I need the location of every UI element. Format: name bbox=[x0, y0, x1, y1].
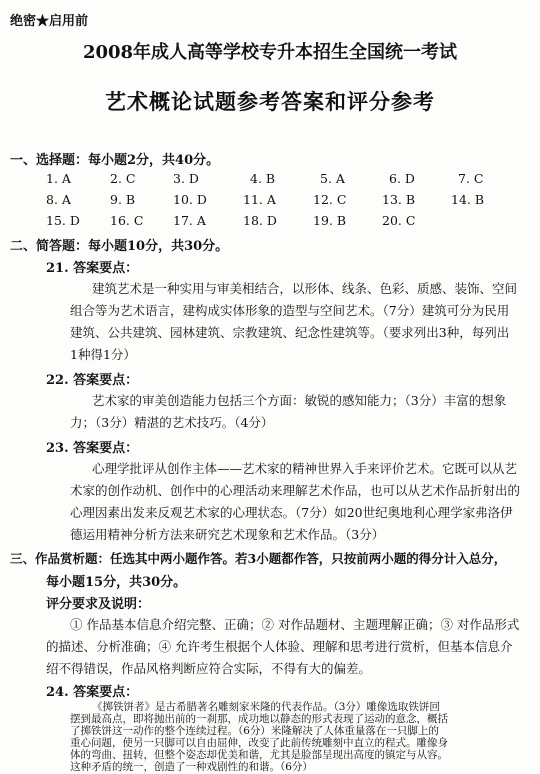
mc-answer: 7. C bbox=[458, 171, 484, 186]
section2-heading: 二、简答题：每小题10分，共30分。 bbox=[10, 239, 229, 254]
answer-line: 术家的创作动机、创作中的心理活动来理解艺术作品，也可以从艺术作品折射出的 bbox=[70, 483, 521, 498]
mc-answer: 15. D bbox=[46, 213, 80, 228]
section1-heading: 一、选择题：每小题2分，共40分。 bbox=[10, 153, 220, 168]
answer-line: 德运用精神分析方法来研究艺术现象和艺术作品。（3分） bbox=[70, 527, 385, 542]
mc-answer: 19. B bbox=[313, 213, 347, 228]
question-23-label: 23. 答案要点： bbox=[46, 441, 139, 456]
exam-title: 2008年成人高等学校专升本招生全国统一考试 bbox=[82, 42, 458, 63]
question-24-label: 24. 答案要点： bbox=[46, 685, 139, 700]
mc-answer: 11. A bbox=[243, 192, 276, 207]
answer-line: 这种矛盾的统一，创造了一种戏剧性的和谐。（6分） bbox=[70, 761, 313, 773]
answer-line: 体的弯曲、扭转，但整个姿态却优美和谐，尤其是脸部呈现出高度的镇定与从容。 bbox=[70, 749, 448, 761]
mc-answer: 9. B bbox=[110, 192, 136, 207]
mc-answer: 8. A bbox=[46, 192, 71, 207]
mc-answer: 14. B bbox=[451, 192, 485, 207]
mc-answer: 16. C bbox=[110, 213, 144, 228]
mc-answer: 6. D bbox=[389, 171, 415, 186]
mc-answer: 20. C bbox=[382, 213, 416, 228]
answer-line: 艺术家的审美创造能力包括三个方面：敏锐的感知能力；（3分）丰富的想象 bbox=[92, 393, 507, 408]
section3-heading-cont: 每小题15分，共30分。 bbox=[46, 575, 187, 590]
answer-line: 建筑、公共建筑、园林建筑、宗教建筑、纪念性建筑等。（要求列出3种，每列出 bbox=[70, 325, 510, 340]
mc-answer: 3. D bbox=[173, 171, 199, 186]
question-21-label: 21. 答案要点： bbox=[46, 261, 139, 276]
answer-line: 力；（3分）精湛的艺术技巧。（4分） bbox=[70, 415, 274, 430]
answer-line: 组合等为艺术语言，建构成实体形象的造型与空间艺术。（7分）建筑可分为民用 bbox=[70, 303, 510, 318]
mc-answer: 18. D bbox=[243, 213, 277, 228]
section3-heading: 三、作品赏析题：任选其中两小题作答。若3小题都作答，只按前两小题的得分计入总分， bbox=[10, 551, 507, 566]
answer-line: 心理学批评从创作主体——艺术家的精神世界入手来评价艺术。它既可以从艺 bbox=[92, 461, 518, 476]
requirement-line: 的描述、分析准确；④ 允许考生根据个人体验、理解和思考进行赏析，但基本信息介 bbox=[46, 639, 513, 654]
mc-answer: 4. B bbox=[250, 171, 276, 186]
answer-line: 了掷铁饼这一动作的整个连续过程。（6分）米隆解决了人体重量落在一只脚上的 bbox=[70, 725, 439, 737]
mc-answer: 5. A bbox=[320, 171, 345, 186]
mc-answer: 10. D bbox=[173, 192, 207, 207]
mc-answer: 1. A bbox=[46, 171, 71, 186]
answer-line: 心理因素出发来反观艺术家的心理状态。（7分）如20世纪奥地利心理学家弗洛伊 bbox=[70, 505, 513, 520]
requirement-line: 绍不得错误，作品风格判断应符合实际，不得有大的偏差。 bbox=[46, 661, 372, 676]
answer-line: 摆到最高点，即将抛出前的一刹那，成功地以静态的形式表现了运动的意念，概括 bbox=[70, 713, 448, 725]
answer-line: 建筑艺术是一种实用与审美相结合，以形体、线条、色彩、质感、装饰、空间 bbox=[92, 281, 518, 296]
scoring-requirements-label: 评分要求及说明： bbox=[46, 597, 151, 612]
answer-line: 重心问题，使另一只脚可以自由屈伸，改变了此前传统雕刻中直立的程式。雕像身 bbox=[70, 737, 448, 749]
document-title: 艺术概论试题参考答案和评分参考 bbox=[105, 89, 435, 114]
mc-answer: 17. A bbox=[173, 213, 206, 228]
confidential-label: 绝密★启用前 bbox=[10, 14, 89, 29]
answer-line: 1种得1分） bbox=[70, 347, 136, 362]
requirement-line: ① 作品基本信息介绍完整、正确；② 对作品题材、主题理解正确；③ 对作品形式 bbox=[70, 617, 520, 632]
question-22-label: 22. 答案要点： bbox=[46, 373, 139, 388]
mc-answer: 12. C bbox=[313, 192, 347, 207]
answer-line: 《掷铁饼者》是古希腊著名雕刻家米隆的代表作品。（3分）雕像选取铁饼回 bbox=[92, 701, 440, 713]
mc-answer: 13. B bbox=[382, 192, 416, 207]
mc-answer: 2. C bbox=[110, 171, 136, 186]
